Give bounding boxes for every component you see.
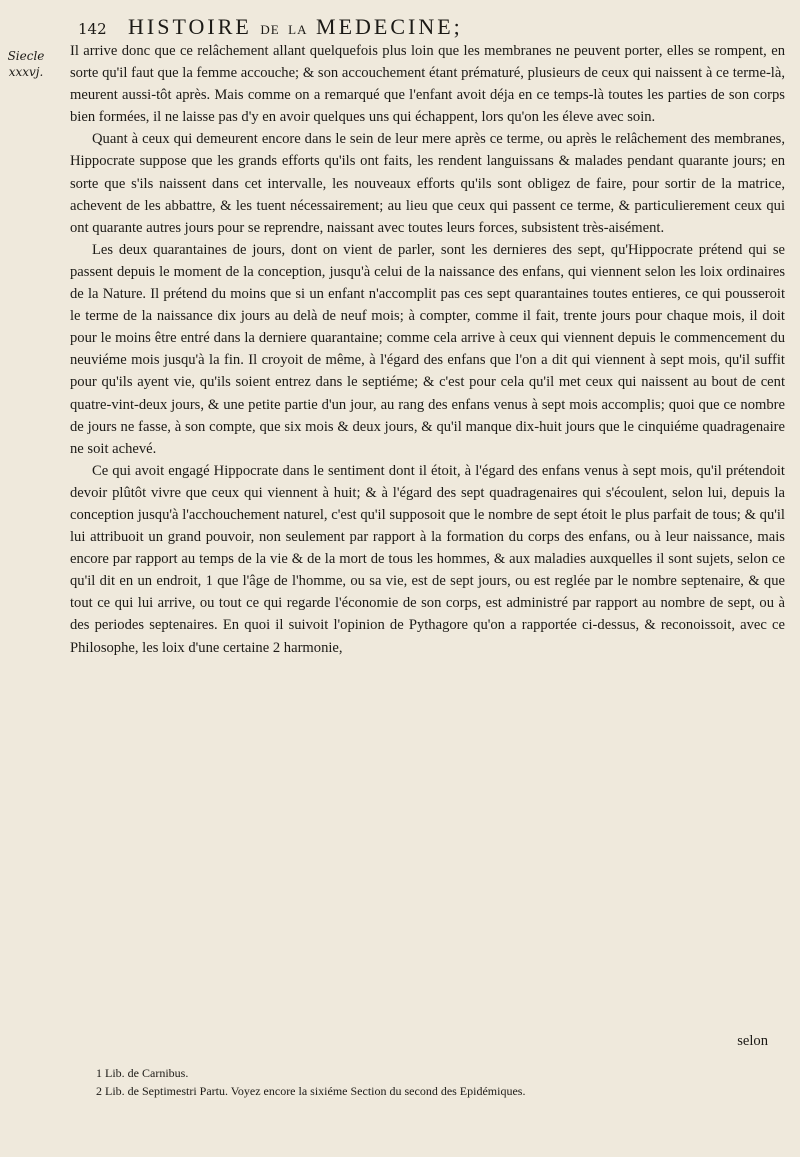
title-end: MEDECINE;: [316, 14, 463, 39]
paragraph-2: Quant à ceux qui demeurent encore dans le sein de leur mere après ce terme, ou après le relâchement des membranes, Hippocrate suppose que les grands efforts qu'ils ont faits, les rendent languissans & malades pendant quarante jours; en sorte que s'ils naissent dans cet intervalle, les nouveaux efforts qu'ils sont obligez de faire, pour sortir de la matrice, achevent de les abbattre, & les tuent nécessairement; au lieu que ceux qui passent ce terme, & particulierement ceux qui ont quarante autres jours pour se reprendre, naissant avec toutes leurs forces, subsistent très-aisément.: [70, 131, 785, 236]
margin-note: [6, 48, 46, 80]
paragraph-4: Ce qui avoit engagé Hippocrate dans le sentiment dont il étoit, à l'égard des enfans venus à sept mois, qu'il prétendoit devoir plûtôt vivre que ceux qui viennent à huit; & à l'égard des sept quadragenaires qui s'écoulent, selon lui, depuis la conception jusqu'à l'acchouchement naturel, c'est qu'il supposoit que le nombre de sept étoit le plus parfait de tous; & qu'il lui attribuoit un grand pouvoir, non seulement par rapport à la formation du corps des enfans, ou à leur naissance, mais encore par rapport au temps de la vie & de la mort de tous les hommes, & aux maladies auxquelles il sont sujets, selon ce qu'il dit en un endroit, 1 que l'âge de l'homme, ou sa vie, est de sept jours, ou est reglée par le nombre septenaire, & que tout ce qui lui arrive, ou tout ce qui regarde l'économie de son corps, est administré par rapport au nombre de sept, ou à des periodes septenaires. En quoi il suivoit l'opinion de Pythagore qu'on a rapportée ci-dessus, & reconoissoit, avec ce Philosophe, les loix d'une certaine 2 harmonie,: [70, 462, 785, 656]
footnote-2: 2 Lib. de Septimestri Partu. Voyez encore la sixiéme Section du second des Epidémiques.: [96, 1084, 526, 1098]
body-text: [70, 40, 785, 659]
title-la: LA: [288, 22, 308, 37]
margin-siecle: Siecle: [7, 49, 45, 63]
paragraph-3: Les deux quarantaines de jours, dont on vient de parler, sont les dernieres des sept, qu'Hippocrate prétend qui se passent depuis le moment de la conception, jusqu'à celui de la naissance des enfans, qui viennent selon les loix ordinaires de la Nature. Il prétend du moins que si un enfant n'accomplit pas ces sept quarantaines toutes entieres, ce qui pousseroit le terme de la naissance dix jours au delà de neuf mois; à compter, comme il fait, trente jours pour chaque mois, il doit pour le moins être entré dans la derniere quarantaine; comme cela arrive à ceux qui viennent depuis le commencement du neuviéme mois jusqu'à la fin. Il croyoit de même, à l'égard des enfans que l'on a dit qui viennent à sept mois, qu'il suffit pour qu'ils ayent vie, qu'ils soient entrez dans le septiéme; & c'est pour cela qu'il met ceux qui naissent au bout de cent quatre-vint-deux jours, & une petite partie d'un jour, au rang des enfans venus à sept mois accomplis; quoi que ce nombre de jours ne fasse, à son compte, que six mois & deux jours, & qu'il manque dix-huit jours que le cinquiéme quadragenaire ne soit achevé.: [70, 241, 785, 457]
footnote-1: 1 Lib. de Carnibus.: [96, 1066, 189, 1080]
margin-century: xxxvj.: [8, 65, 44, 79]
footnotes: [96, 1064, 776, 1100]
running-header: [78, 14, 768, 42]
paragraph-1: Il arrive donc que ce relâchement allant quelquefois plus loin que les membranes ne peuvent porter, elles se rompent, en sorte qu'il faut que la femme accouche; & son accouchement étant prématuré, plusieurs de ceux qui naissent à ce terme-là, meurent aussi-tôt après. Mais comme on a remarqué que l'enfant avoit déja en ce temps-là toutes les parties de son corps bien formées, il ne laisse pas d'y en avoir quelques uns qui échappent, lors qu'on les éleve avec soin.: [70, 43, 785, 126]
running-title: [128, 14, 463, 40]
catchword: selon: [737, 1033, 768, 1049]
page-number: 142: [78, 20, 107, 38]
title-main: HISTOIRE: [128, 14, 252, 39]
title-de: DE: [260, 22, 280, 37]
